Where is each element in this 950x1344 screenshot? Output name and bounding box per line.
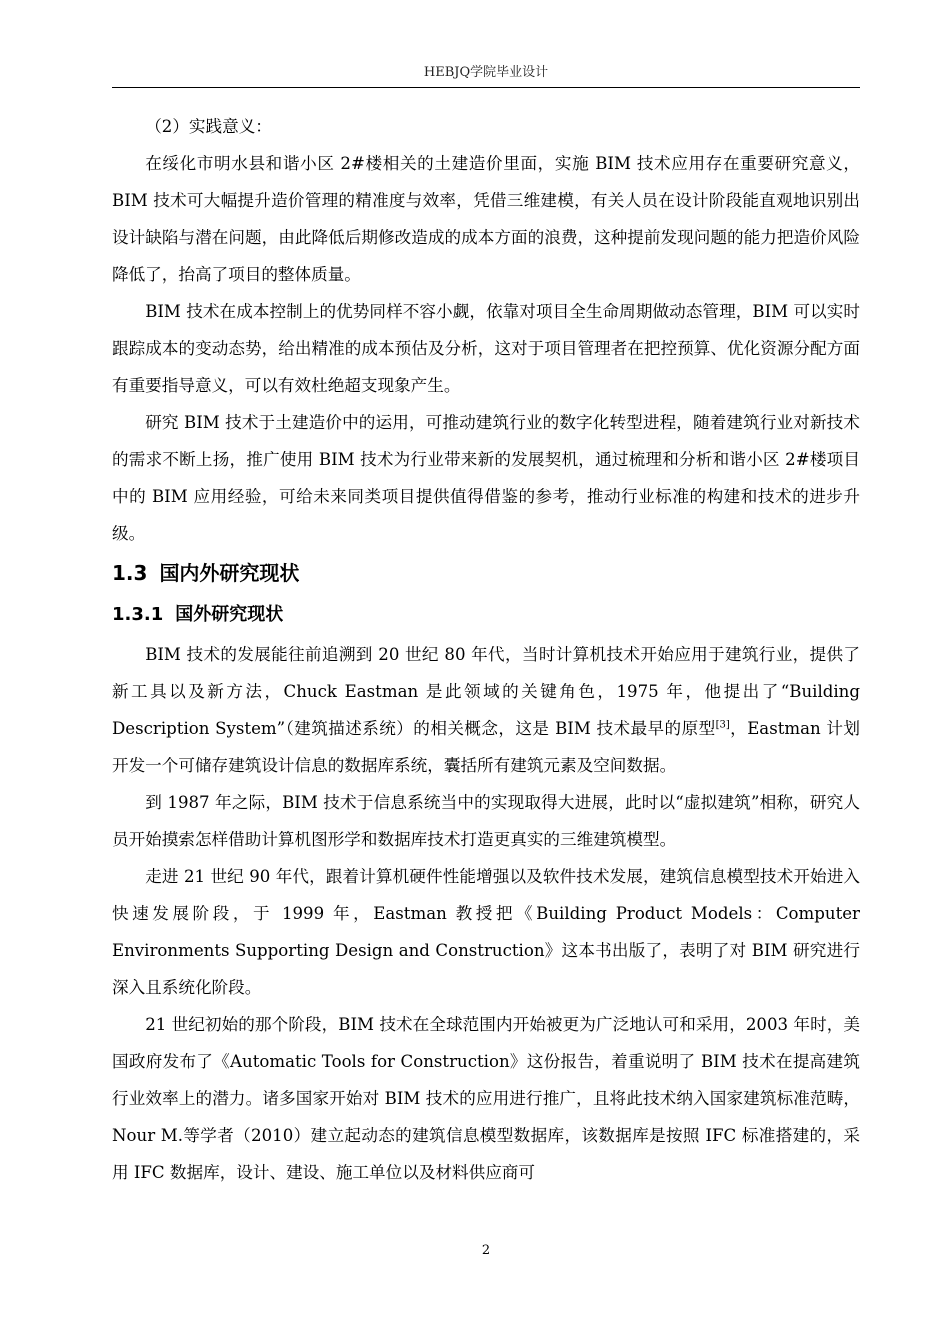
paragraph: 走进 21 世纪 90 年代，跟着计算机硬件性能增强以及软件技术发展，建筑信息模型技术开始进入快速发展阶段，于 1999 年，Eastman 教授把《Building Product Models：Computer Environments Supporting Design and Construction》这本书出版了，表明了对 BIM 研究进行深入且系统化阶段。 (112, 867, 860, 997)
paragraph (112, 636, 860, 784)
page-number: 2 (481, 1243, 491, 1258)
citation-reference: [3] (715, 719, 730, 731)
section-title: 国外研究现状 (175, 604, 284, 625)
section-heading-1-3-1 (112, 594, 860, 636)
paragraph-text: ，Eastman 计划开发一个可储存建筑设计信息的数据库系统，囊括所有建筑元素及空间数据。 (112, 719, 860, 775)
paragraph: 到 1987 年之际，BIM 技术于信息系统当中的实现取得大进展，此时以“虚拟建筑”相称，研究人员开始摸索怎样借助计算机图形学和数据库技术打造更真实的三维建筑模型。 (112, 793, 860, 849)
paragraph: BIM 技术在成本控制上的优势同样不容小觑，依靠对项目全生命周期做动态管理，BIM 可以实时跟踪成本的变动态势，给出精准的成本预估及分析，这对于项目管理者在把控预算、优化资源分配方面有重要指导意义，可以有效杜绝超支现象产生。 (112, 302, 860, 395)
section-number: 1.3.1 (112, 604, 164, 625)
paragraph: 21 世纪初始的那个阶段，BIM 技术在全球范围内开始被更为广泛地认可和采用，2003 年时，美国政府发布了《Automatic Tools for Construction》这份报告，着重说明了 BIM 技术在提高建筑行业效率上的潜力。诸多国家开始对 BIM 技术的应用进行推广，且将此技术纳入国家建筑标准范畴，Nour M.等学者（2010）建立起动态的建筑信息模型数据库，该数据库是按照 IFC 标准搭建的，采用 IFC 数据库，设计、建设、施工单位以及材料供应商可 (112, 1015, 860, 1182)
page-header: HEBJQ学院毕业设计 (423, 65, 549, 80)
header-divider (112, 87, 860, 88)
section-heading-1-3 (112, 552, 860, 594)
section-number: 1.3 (112, 561, 148, 585)
paragraph: 研究 BIM 技术于土建造价中的运用，可推动建筑行业的数字化转型进程，随着建筑行业对新技术的需求不断上扬，推广使用 BIM 技术为行业带来新的发展契机，通过梳理和分析和谐小区 2#楼项目中的 BIM 应用经验，可给未来同类项目提供值得借鉴的参考，推动行业标准的构建和技术的进步升级。 (112, 413, 860, 543)
page-content (112, 108, 860, 1191)
paragraph-practical-significance-label: （2）实践意义： (145, 117, 272, 136)
section-title: 国内外研究现状 (159, 561, 300, 585)
paragraph-text: BIM 技术的发展能往前追溯到 20 世纪 80 年代，当时计算机技术开始应用于建筑行业，提供了新工具以及新方法，Chuck Eastman 是此领域的关键角色，1975 年，他提出了“Building Description System”（建筑描述系统）的相关概念，这是 BIM 技术最早的原型 (112, 645, 860, 738)
paragraph: 在绥化市明水县和谐小区 2#楼相关的土建造价里面，实施 BIM 技术应用存在重要研究意义，BIM 技术可大幅提升造价管理的精准度与效率，凭借三维建模，有关人员在设计阶段能直观地识别出设计缺陷与潜在问题，由此降低后期修改造成的成本方面的浪费，这种提前发现问题的能力把造价风险降低了，抬高了项目的整体质量。 (112, 154, 860, 284)
